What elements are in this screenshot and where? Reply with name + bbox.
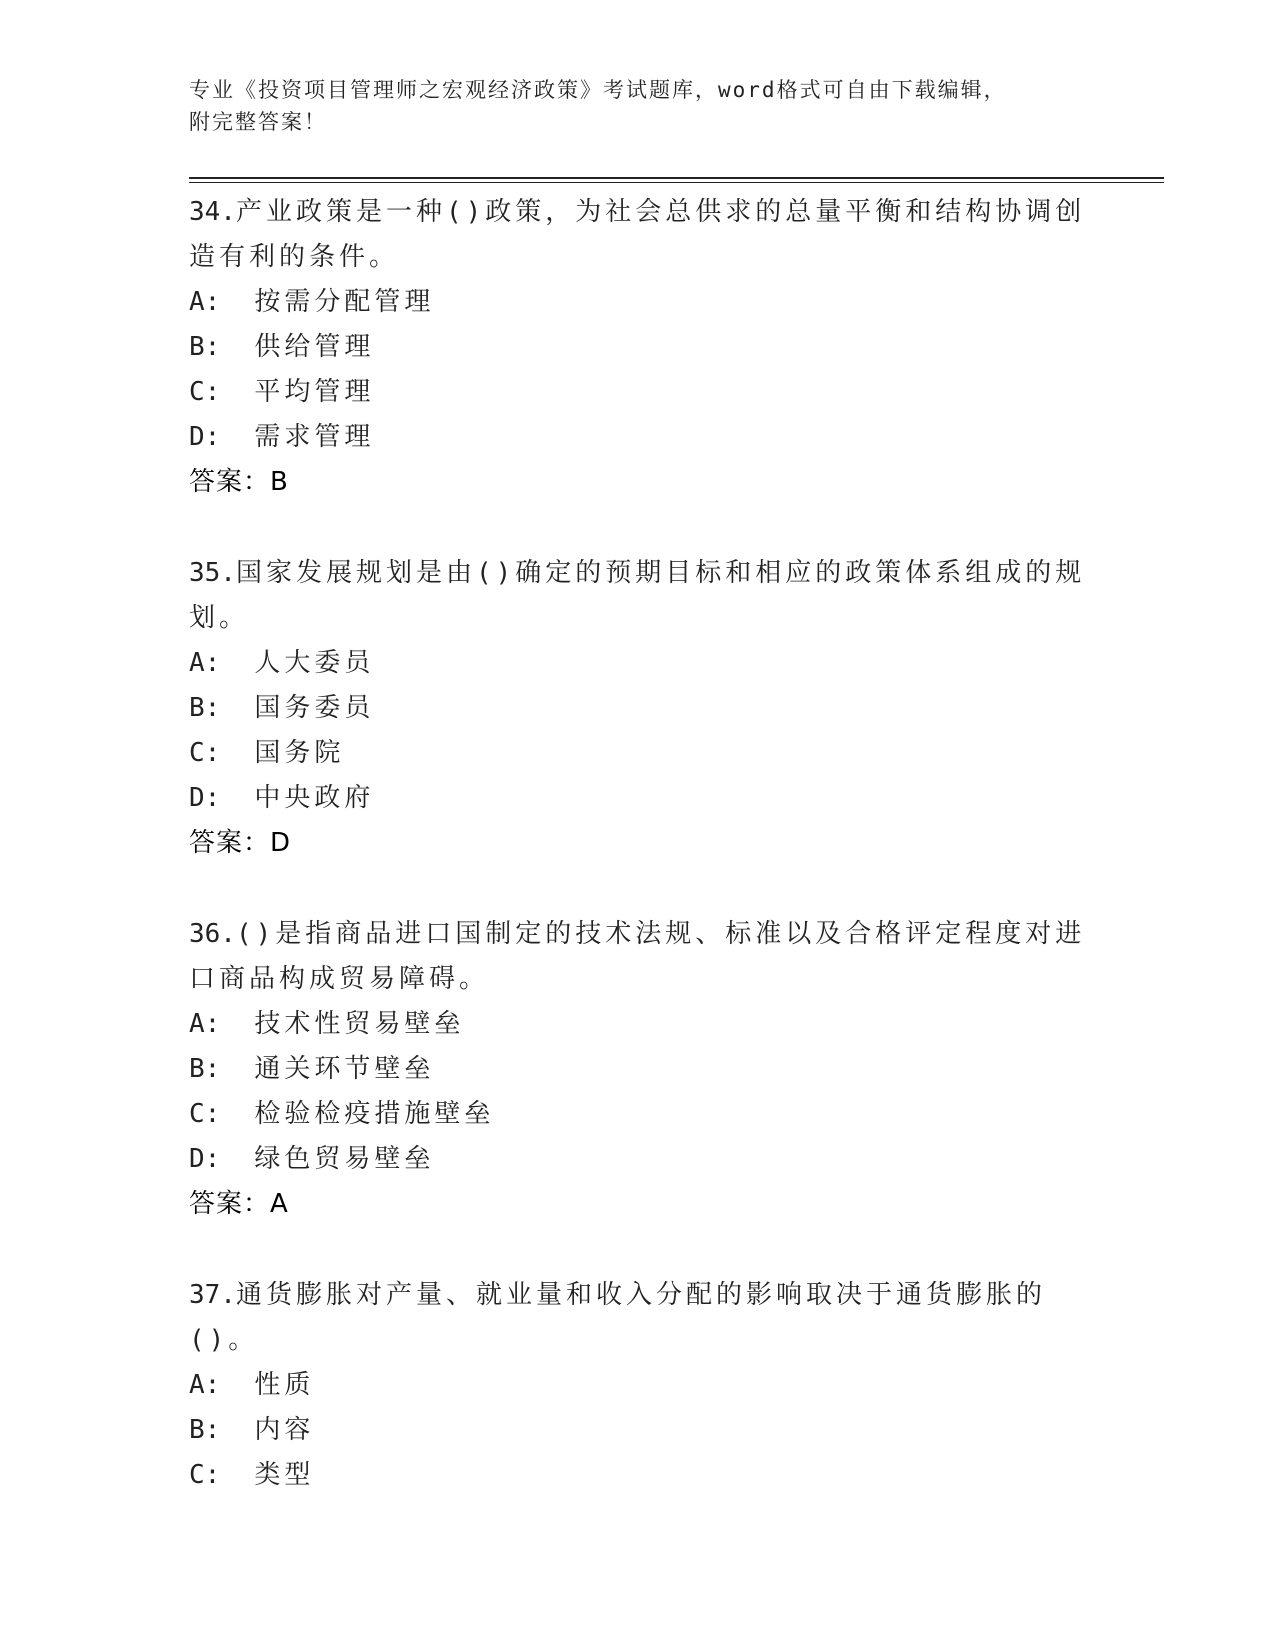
option-b xyxy=(189,1408,1089,1453)
option-text: 内容 xyxy=(254,1415,315,1445)
header-divider-thick xyxy=(189,177,1164,179)
option-text: 国务委员 xyxy=(254,693,375,723)
question-text: 通货膨胀对产量、就业量和收入分配的影响取决于通货膨胀的()。 xyxy=(189,1280,1046,1355)
option-a xyxy=(189,641,1089,686)
option-text: 需求管理 xyxy=(254,422,375,452)
option-b xyxy=(189,686,1089,731)
option-c xyxy=(189,1092,1089,1137)
option-letter: D: xyxy=(189,783,221,813)
question-34 xyxy=(189,190,1089,505)
question-stem xyxy=(189,912,1089,1002)
option-a xyxy=(189,280,1089,325)
option-a xyxy=(189,1363,1089,1408)
question-stem xyxy=(189,1273,1089,1363)
header-divider-thin xyxy=(189,182,1164,183)
question-list xyxy=(189,190,1089,1544)
question-37 xyxy=(189,1273,1089,1498)
option-text: 中央政府 xyxy=(254,783,375,813)
option-c xyxy=(189,1453,1089,1498)
option-text: 按需分配管理 xyxy=(254,287,435,317)
option-letter: B: xyxy=(189,1415,221,1445)
option-letter: C: xyxy=(189,1099,221,1129)
question-number: 34. xyxy=(189,197,236,227)
option-text: 技术性贸易壁垒 xyxy=(254,1009,465,1039)
option-b xyxy=(189,1047,1089,1092)
option-d xyxy=(189,1137,1089,1182)
option-letter: C: xyxy=(189,377,221,407)
question-number: 37. xyxy=(189,1280,236,1310)
option-text: 绿色贸易壁垒 xyxy=(254,1144,435,1174)
option-text: 通关环节壁垒 xyxy=(254,1054,435,1084)
option-text: 检验检疫措施壁垒 xyxy=(254,1099,495,1129)
question-text: 产业政策是一种()政策，为社会总供求的总量平衡和结构协调创造有利的条件。 xyxy=(189,197,1086,272)
option-letter: C: xyxy=(189,1460,221,1490)
question-35 xyxy=(189,551,1089,866)
question-stem xyxy=(189,551,1089,641)
answer-line: 答案：A xyxy=(189,1189,289,1219)
option-letter: A: xyxy=(189,287,221,317)
option-d xyxy=(189,415,1089,460)
option-letter: D: xyxy=(189,422,221,452)
option-c xyxy=(189,731,1089,776)
option-text: 类型 xyxy=(254,1460,315,1490)
answer-line: 答案：B xyxy=(189,467,289,497)
header-line-1: 专业《投资项目管理师之宏观经济政策》考试题库，word格式可自由下载编辑， xyxy=(189,78,1007,102)
question-36 xyxy=(189,912,1089,1227)
document-header xyxy=(189,74,1089,138)
question-number: 35. xyxy=(189,558,236,588)
option-letter: C: xyxy=(189,738,221,768)
option-d xyxy=(189,776,1089,821)
option-text: 人大委员 xyxy=(254,648,375,678)
option-letter: D: xyxy=(189,1144,221,1174)
question-text: 国家发展规划是由()确定的预期目标和相应的政策体系组成的规划。 xyxy=(189,558,1086,633)
option-a xyxy=(189,1002,1089,1047)
option-letter: A: xyxy=(189,648,221,678)
option-text: 供给管理 xyxy=(254,332,375,362)
option-text: 平均管理 xyxy=(254,377,375,407)
option-letter: A: xyxy=(189,1370,221,1400)
option-letter: A: xyxy=(189,1009,221,1039)
option-c xyxy=(189,370,1089,415)
question-stem xyxy=(189,190,1089,280)
option-text: 国务院 xyxy=(254,738,345,768)
answer-line: 答案：D xyxy=(189,828,292,858)
option-letter: B: xyxy=(189,332,221,362)
question-text: ()是指商品进口国制定的技术法规、标准以及合格评定程度对进口商品构成贸易障碍。 xyxy=(189,919,1086,994)
question-number: 36. xyxy=(189,919,236,949)
option-text: 性质 xyxy=(254,1370,315,1400)
header-line-2: 附完整答案！ xyxy=(189,110,327,134)
option-letter: B: xyxy=(189,693,221,723)
option-b xyxy=(189,325,1089,370)
option-letter: B: xyxy=(189,1054,221,1084)
